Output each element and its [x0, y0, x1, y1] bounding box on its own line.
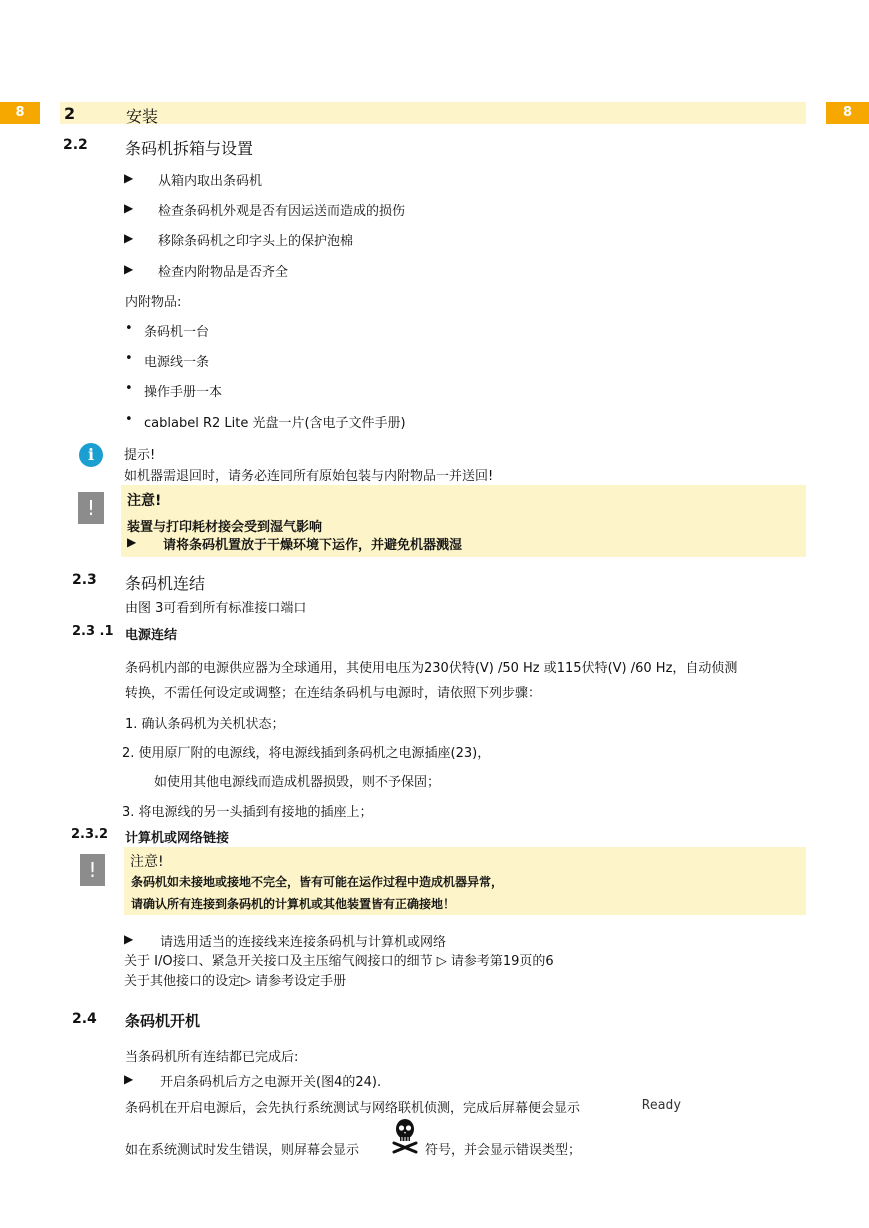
error-paragraph-end: 符号，并会显示错误类型；	[425, 1143, 582, 1158]
step-arrow-icon: ▶	[124, 1072, 134, 1086]
power-paragraph-line-1: 条码机内部的电源供应器为全球通用，其使用电压为230伏特(V) /50 Hz 或115伏特(V) /60 Hz，自动侦测	[125, 661, 738, 676]
bullet-icon: •	[125, 381, 133, 396]
section-2-3-number: 2.3	[72, 572, 97, 588]
contents-item-3: 操作手册一本	[144, 385, 223, 400]
step-arrow-icon: ▶	[124, 171, 134, 185]
section-2-4-number: 2.4	[72, 1011, 97, 1027]
page-number-right: 8	[826, 102, 869, 124]
subsection-2-3-1-title: 电源连结	[125, 628, 178, 643]
info-icon: i	[79, 443, 103, 467]
power-paragraph-line-2: 转换，不需任何设定或调整；在连结条码机与电源时，请依照下列步骤：	[125, 686, 542, 701]
power-on-step: 开启条码机后方之电源开关(图4的24).	[160, 1075, 382, 1090]
step-arrow-icon: ▶	[124, 201, 134, 215]
chapter-header-band	[60, 102, 806, 124]
power-step-3: 3. 将电源线的另一头插到有接地的插座上；	[122, 805, 373, 820]
unpack-step-2: 检查条码机外观是否有因运送而造成的损伤	[158, 204, 406, 219]
contents-item-4: cablabel R2 Lite 光盘一片(含电子文件手册)	[144, 416, 406, 431]
power-step-2: 2. 使用原厂附的电源线，将电源线插到条码机之电源插座(23)，	[122, 746, 491, 761]
caution-2-title: 注意!	[130, 854, 164, 870]
error-paragraph-start: 如在系统测试时发生错误，则屏幕会显示	[125, 1143, 360, 1158]
subsection-2-3-2-title: 计算机或网络链接	[125, 831, 230, 846]
chapter-title: 安装	[126, 107, 159, 126]
caution-title: 注意!	[127, 493, 162, 509]
unpack-step-1: 从箱内取出条码机	[158, 174, 263, 189]
bullet-icon: •	[125, 321, 133, 336]
note-title: 提示!	[124, 448, 156, 463]
contents-item-2: 电源线一条	[144, 355, 210, 370]
step-arrow-icon: ▶	[124, 231, 134, 245]
ready-display-text: Ready	[642, 1098, 682, 1113]
subsection-2-3-2-number: 2.3.2	[71, 827, 109, 842]
contents-item-1: 条码机一台	[144, 325, 210, 340]
warning-icon: !	[80, 854, 105, 886]
section-2-4-intro: 当条码机所有连结都已完成后:	[125, 1050, 299, 1065]
section-2-2-number: 2.2	[63, 137, 88, 153]
note-text: 如机器需退回时，请务必连同所有原始包装与内附物品一并送回!	[124, 469, 494, 484]
section-2-3-title: 条码机连结	[125, 574, 206, 593]
section-2-2-title: 条码机拆箱与设置	[125, 139, 254, 158]
power-step-1: 1. 确认条码机为关机状态；	[125, 717, 285, 732]
step-arrow-icon: ▶	[124, 262, 134, 276]
self-test-paragraph: 条码机在开启电源后，会先执行系统测试与网络联机侦测，完成后屏幕便会显示	[125, 1101, 581, 1116]
network-other-reference: 关于其他接口的设定▷ 请参考设定手册	[124, 974, 347, 989]
step-arrow-icon: ▶	[127, 535, 137, 549]
network-step: 请选用适当的连接线来连接条码机与计算机或网络	[160, 935, 447, 950]
section-2-3-intro: 由图 3可看到所有标准接口端口	[125, 601, 307, 616]
caution-line-1: 装置与打印耗材接会受到湿气影响	[127, 520, 323, 535]
caution-line-2: 请将条码机置放于干燥环境下运作，并避免机器溅湿	[163, 538, 463, 553]
unpack-step-4: 检查内附物品是否齐全	[158, 265, 289, 280]
unpack-step-3: 移除条码机之印字头上的保护泡棉	[158, 234, 354, 249]
caution-2-line-2: 请确认所有连接到条码机的计算机或其他装置皆有正确接地！	[131, 897, 456, 911]
chapter-number: 2	[64, 104, 76, 123]
bullet-icon: •	[125, 351, 133, 366]
skull-crossbones-icon	[391, 1118, 419, 1154]
step-arrow-icon: ▶	[124, 932, 134, 946]
contents-label: 内附物品:	[125, 295, 182, 310]
page-number-left: 8	[0, 102, 40, 124]
power-step-2-note: 如使用其他电源线而造成机器损毁，则不予保固；	[154, 775, 441, 790]
network-io-reference: 关于 I/O接口、紧急开关接口及主压缩气阀接口的细节 ▷ 请参考第19页的6	[124, 954, 554, 969]
section-2-4-title: 条码机开机	[125, 1012, 201, 1030]
bullet-icon: •	[125, 412, 133, 427]
caution-2-line-1: 条码机如未接地或接地不完全，皆有可能在运作过程中造成机器异常，	[131, 875, 504, 889]
warning-icon: !	[78, 492, 104, 524]
subsection-2-3-1-number: 2.3 .1	[72, 624, 114, 639]
